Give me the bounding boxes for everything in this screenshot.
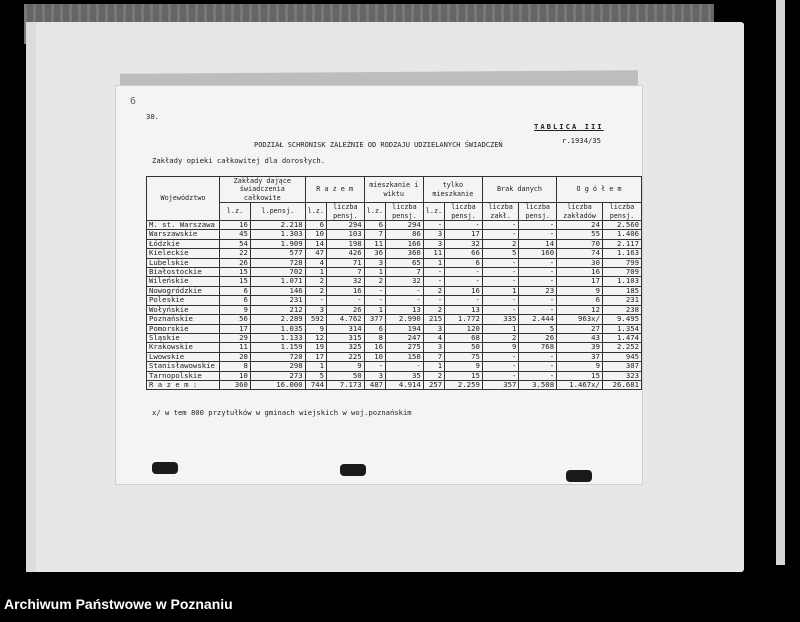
table-cell: 39	[557, 343, 603, 352]
table-cell: -	[423, 268, 444, 277]
table-cell: -	[482, 277, 519, 286]
table-cell: 3	[364, 258, 385, 267]
table-cell: 45	[220, 230, 251, 239]
table-cell: 3	[423, 239, 444, 248]
table-cell: 11	[364, 239, 385, 248]
table-cell: -	[386, 362, 424, 371]
table-cell: 17	[557, 277, 603, 286]
table-cell: -	[482, 230, 519, 239]
table-cell: 1.406	[602, 230, 641, 239]
row-label: Pomorskie	[147, 324, 220, 333]
table-cell: 215	[423, 315, 444, 324]
table-cell: 9	[220, 305, 251, 314]
table-row	[147, 333, 642, 342]
table-cell: 146	[250, 286, 305, 295]
table-cell: 945	[602, 352, 641, 361]
table-cell: 231	[602, 296, 641, 305]
table-cell: 4.762	[327, 315, 365, 324]
table-cell: 17	[445, 230, 483, 239]
table-cell: 17	[305, 352, 326, 361]
col-mieszkanie: mieszkanie i wiktu	[364, 177, 423, 203]
table-cell: 68	[445, 333, 483, 342]
document-sheet	[116, 86, 642, 484]
sub-lz: l.z.	[220, 203, 251, 221]
table-cell: 1.163	[602, 249, 641, 258]
table-cell: 768	[519, 343, 557, 352]
data-table	[146, 176, 642, 390]
table-cell: 6	[364, 221, 385, 230]
table-cell: 6	[364, 324, 385, 333]
table-cell: 198	[327, 239, 365, 248]
table-cell: 2.560	[602, 221, 641, 230]
table-row	[147, 239, 642, 248]
table-cell: 2	[423, 371, 444, 380]
table-cell: 11	[423, 249, 444, 258]
table-cell: -	[445, 296, 483, 305]
table-cell: -	[482, 371, 519, 380]
table-cell: 2	[482, 333, 519, 342]
col-ogolem: O g ó ł e m	[557, 177, 642, 203]
table-cell: -	[364, 362, 385, 371]
document-subtitle: Zakłady opieki całkowitej dla dorosłych.	[152, 156, 326, 165]
col-tylko: tylko mieszkanie	[423, 177, 482, 203]
table-cell: 6	[220, 296, 251, 305]
table-cell: 37	[557, 352, 603, 361]
table-cell: 6	[445, 258, 483, 267]
table-row	[147, 286, 642, 295]
table-cell: 1.772	[445, 315, 483, 324]
binder-clip-middle	[340, 464, 366, 476]
table-cell: 7	[386, 268, 424, 277]
table-cell: 357	[482, 380, 519, 389]
table-cell: 2.259	[445, 380, 483, 389]
table-cell: 247	[386, 333, 424, 342]
table-cell: 7	[423, 352, 444, 361]
table-cell: 2.289	[250, 315, 305, 324]
table-cell: 487	[364, 380, 385, 389]
table-total	[147, 380, 642, 389]
table-cell: 3	[364, 371, 385, 380]
table-cell: 2.990	[386, 315, 424, 324]
table-cell: 1.909	[250, 239, 305, 248]
sub-lz: l.z.	[305, 203, 326, 221]
table-cell: 65	[386, 258, 424, 267]
year: r.1934/35	[562, 136, 601, 145]
table-cell: -	[445, 221, 483, 230]
table-cell: -	[364, 296, 385, 305]
table-cell: 294	[386, 221, 424, 230]
table-cell: 231	[250, 296, 305, 305]
table-cell: 16	[364, 343, 385, 352]
row-label: Poleskie	[147, 296, 220, 305]
col-wojewodztwo: Województwo	[147, 177, 220, 221]
sub-lz: l.z.	[423, 203, 444, 221]
table-cell: 720	[250, 352, 305, 361]
table-cell: -	[482, 362, 519, 371]
table-cell: 5	[482, 249, 519, 258]
table-cell: 275	[386, 343, 424, 352]
table-cell: 9	[327, 362, 365, 371]
table-cell: 335	[482, 315, 519, 324]
table-cell: 307	[602, 362, 641, 371]
table-cell: 43	[557, 333, 603, 342]
table-cell: 9.495	[602, 315, 641, 324]
table-cell: -	[386, 296, 424, 305]
table-cell: 22	[220, 249, 251, 258]
row-label: Tarnopolskie	[147, 371, 220, 380]
table-cell: 10	[305, 230, 326, 239]
table-row	[147, 268, 642, 277]
table-cell: 10	[220, 371, 251, 380]
table-cell: 10	[364, 352, 385, 361]
table-cell: -	[445, 277, 483, 286]
table-cell: 2	[423, 305, 444, 314]
table-cell: 257	[423, 380, 444, 389]
row-label: Kieleckie	[147, 249, 220, 258]
row-label: Krakowskie	[147, 343, 220, 352]
table-cell: 6	[557, 296, 603, 305]
table-cell: 298	[250, 362, 305, 371]
row-label: Białostockie	[147, 268, 220, 277]
table-cell: 592	[305, 315, 326, 324]
table-cell: -	[423, 221, 444, 230]
table-cell: -	[519, 352, 557, 361]
table-cell: 4	[305, 258, 326, 267]
row-label: Łódzkie	[147, 239, 220, 248]
corner-mark: 6	[130, 96, 137, 107]
table-cell: 16	[445, 286, 483, 295]
sub-liczba-pensj: liczba pensj.	[445, 203, 483, 221]
table-cell: 360	[220, 380, 251, 389]
table-cell: 32	[386, 277, 424, 286]
table-cell: 56	[220, 315, 251, 324]
table-cell: 5	[519, 324, 557, 333]
total-row	[147, 380, 642, 389]
table-cell: 1.354	[602, 324, 641, 333]
table-cell: 23	[519, 286, 557, 295]
table-cell: 36	[364, 249, 385, 258]
table-cell: 160	[519, 249, 557, 258]
table-cell: 212	[250, 305, 305, 314]
table-cell: 314	[327, 324, 365, 333]
table-cell: 7.173	[327, 380, 365, 389]
page-number: 30.	[146, 112, 159, 121]
table-cell: 1.303	[250, 230, 305, 239]
table-cell: 47	[305, 249, 326, 258]
table-cell: 2	[482, 239, 519, 248]
table-cell: 166	[386, 239, 424, 248]
table-cell: 1	[305, 268, 326, 277]
row-label: Śląskie	[147, 333, 220, 342]
table-cell: 24	[557, 221, 603, 230]
table-cell: 17	[220, 324, 251, 333]
table-cell: 728	[250, 258, 305, 267]
table-cell: 54	[220, 239, 251, 248]
table-cell: 50	[327, 371, 365, 380]
sub-liczba-pensj: liczba pensj.	[602, 203, 641, 221]
table-cell: -	[305, 296, 326, 305]
table-cell: 709	[602, 268, 641, 277]
table-cell: 1	[482, 286, 519, 295]
table-cell: 1.035	[250, 324, 305, 333]
table-cell: -	[519, 221, 557, 230]
table-cell: 273	[250, 371, 305, 380]
table-number: TABLICA III	[534, 122, 604, 131]
table-cell: -	[423, 296, 444, 305]
table-cell: 9	[445, 362, 483, 371]
table-cell: 16	[220, 221, 251, 230]
table-cell: 14	[519, 239, 557, 248]
table-row	[147, 258, 642, 267]
table-row	[147, 362, 642, 371]
table-cell: -	[327, 296, 365, 305]
table-cell: 13	[386, 305, 424, 314]
table-cell: 9	[482, 343, 519, 352]
table-cell: 2.218	[250, 221, 305, 230]
row-label: M. st. Warszawa	[147, 221, 220, 230]
sub-liczba-pensj: liczba pensj.	[327, 203, 365, 221]
table-cell: 103	[327, 230, 365, 239]
table-row	[147, 296, 642, 305]
table-cell: 3	[423, 343, 444, 352]
col-razem: R a z e m	[305, 177, 364, 203]
table-cell: 32	[327, 277, 365, 286]
table-cell: 1	[305, 362, 326, 371]
table-cell: 1.159	[250, 343, 305, 352]
table-cell: 702	[250, 268, 305, 277]
table-cell: 55	[557, 230, 603, 239]
table-cell: 2.252	[602, 343, 641, 352]
table-cell: -	[386, 286, 424, 295]
table-cell: 9	[557, 362, 603, 371]
sub-lpens: l.pensj.	[250, 203, 305, 221]
table-cell: 6	[305, 221, 326, 230]
table-cell: -	[482, 268, 519, 277]
table-cell: 30	[557, 258, 603, 267]
table-cell: 13	[445, 305, 483, 314]
table-cell: 14	[305, 239, 326, 248]
table-cell: 2.117	[602, 239, 641, 248]
table-cell: 360	[386, 249, 424, 258]
table-row	[147, 324, 642, 333]
table-cell: 15	[445, 371, 483, 380]
table-cell: 1.103	[602, 277, 641, 286]
table-cell: 185	[602, 286, 641, 295]
table-row	[147, 352, 642, 361]
sub-lz: l.z.	[364, 203, 385, 221]
table-cell: -	[445, 268, 483, 277]
table-cell: 1.474	[602, 333, 641, 342]
table-cell: 294	[327, 221, 365, 230]
table-cell: -	[519, 268, 557, 277]
table-cell: 6	[220, 286, 251, 295]
binder-clip-right	[566, 470, 592, 482]
table-cell: 2.444	[519, 315, 557, 324]
table-cell: 3	[423, 324, 444, 333]
table-cell: -	[519, 296, 557, 305]
table-cell: 12	[305, 333, 326, 342]
table-cell: 1	[423, 362, 444, 371]
table-cell: 744	[305, 380, 326, 389]
table-cell: 86	[386, 230, 424, 239]
table-cell: 66	[445, 249, 483, 258]
table-cell: 50	[445, 343, 483, 352]
archive-watermark: Archiwum Państwowe w Poznaniu	[4, 596, 233, 612]
table-group-2	[147, 324, 642, 380]
document-title: PODZIAŁ SCHRONISK ZALEŻNIE OD RODZAJU UDZIELANYCH ŚWIADCZEŃ	[254, 141, 503, 149]
sub-liczba-pensj: liczba pensj.	[386, 203, 424, 221]
table-cell: 16	[557, 268, 603, 277]
table-cell: 377	[364, 315, 385, 324]
table-row	[147, 343, 642, 352]
table-cell: -	[482, 296, 519, 305]
sub-liczba-zakladow: liczba zakładów	[557, 203, 603, 221]
table-cell: 2	[305, 277, 326, 286]
table-cell: 238	[602, 305, 641, 314]
table-cell: 32	[445, 239, 483, 248]
table-cell: 12	[557, 305, 603, 314]
table-cell: -	[519, 230, 557, 239]
table-row	[147, 371, 642, 380]
table-cell: 3.508	[519, 380, 557, 389]
table-cell: 577	[250, 249, 305, 258]
row-label: Lwowskie	[147, 352, 220, 361]
row-label: Poznańskie	[147, 315, 220, 324]
table-cell: -	[519, 362, 557, 371]
col-brak: Brak danych	[482, 177, 556, 203]
table-cell: 16	[327, 286, 365, 295]
table-cell: 3	[305, 305, 326, 314]
binder-clip-left	[152, 462, 178, 474]
table-row	[147, 315, 642, 324]
row-label: Warszawskie	[147, 230, 220, 239]
table-cell: 325	[327, 343, 365, 352]
table-cell: 15	[220, 277, 251, 286]
table-cell: 2	[423, 286, 444, 295]
table-cell: 26	[327, 305, 365, 314]
table-cell: 4.914	[386, 380, 424, 389]
table-cell: -	[482, 305, 519, 314]
row-label: Nowogródzkie	[147, 286, 220, 295]
table-cell: 26.681	[602, 380, 641, 389]
table-cell: 194	[386, 324, 424, 333]
table-cell: 426	[327, 249, 365, 258]
table-cell: -	[423, 277, 444, 286]
table-cell: -	[482, 352, 519, 361]
row-label: Wołyńskie	[147, 305, 220, 314]
table-cell: 75	[445, 352, 483, 361]
table-cell: 963x/	[557, 315, 603, 324]
sub-liczba-zakl: liczba zakł.	[482, 203, 519, 221]
right-edge-strip	[776, 0, 785, 565]
row-label: Wileńskie	[147, 277, 220, 286]
table-cell: 35	[386, 371, 424, 380]
table-cell: 9	[305, 324, 326, 333]
table-cell: 20	[220, 352, 251, 361]
row-label: R a z e m :	[147, 380, 220, 389]
col-group1: Zakłady dające świadczenia całkowite	[220, 177, 306, 203]
table-cell: 5	[305, 371, 326, 380]
table-row	[147, 277, 642, 286]
table-cell: 225	[327, 352, 365, 361]
table-cell: 74	[557, 249, 603, 258]
row-label: Lubelskie	[147, 258, 220, 267]
table-cell: -	[519, 305, 557, 314]
table-group-1	[147, 221, 642, 324]
table-cell: 8	[364, 333, 385, 342]
table-cell: 27	[557, 324, 603, 333]
table-cell: -	[519, 277, 557, 286]
table-cell: -	[482, 258, 519, 267]
table-cell: -	[519, 258, 557, 267]
table-cell: 2	[305, 286, 326, 295]
table-cell: 7	[364, 230, 385, 239]
table-cell: 11	[220, 343, 251, 352]
table-cell: 8	[220, 362, 251, 371]
table-cell: 1	[364, 305, 385, 314]
table-cell: 1.133	[250, 333, 305, 342]
table-cell: 799	[602, 258, 641, 267]
table-cell: 1.467x/	[557, 380, 603, 389]
table-cell: 1	[482, 324, 519, 333]
table-cell: 9	[557, 286, 603, 295]
table-cell: 16.000	[250, 380, 305, 389]
table-row	[147, 221, 642, 230]
table-row	[147, 305, 642, 314]
table-cell: 15	[220, 268, 251, 277]
table-cell: 1	[364, 268, 385, 277]
table-cell: 19	[305, 343, 326, 352]
table-cell: 26	[220, 258, 251, 267]
footnote: x/ w tem 800 przytułków w gminach wiejskich w woj.poznańskim	[152, 408, 412, 417]
table-cell: -	[482, 221, 519, 230]
table-cell: 2	[364, 277, 385, 286]
table-cell: 315	[327, 333, 365, 342]
table-cell: 7	[327, 268, 365, 277]
table-cell: 4	[423, 333, 444, 342]
table-row	[147, 230, 642, 239]
table-cell: -	[364, 286, 385, 295]
sub-liczba-pensj: liczba pensj.	[519, 203, 557, 221]
table-cell: 3	[423, 230, 444, 239]
table-cell: 120	[445, 324, 483, 333]
table-cell: 1	[423, 258, 444, 267]
table-cell: 26	[519, 333, 557, 342]
table-row	[147, 249, 642, 258]
table-cell: 150	[386, 352, 424, 361]
table-cell: 1.071	[250, 277, 305, 286]
table-cell: 71	[327, 258, 365, 267]
table-cell: 29	[220, 333, 251, 342]
table-cell: -	[519, 371, 557, 380]
table-cell: 15	[557, 371, 603, 380]
row-label: Stanisławowskie	[147, 362, 220, 371]
table-cell: 70	[557, 239, 603, 248]
table-cell: 323	[602, 371, 641, 380]
